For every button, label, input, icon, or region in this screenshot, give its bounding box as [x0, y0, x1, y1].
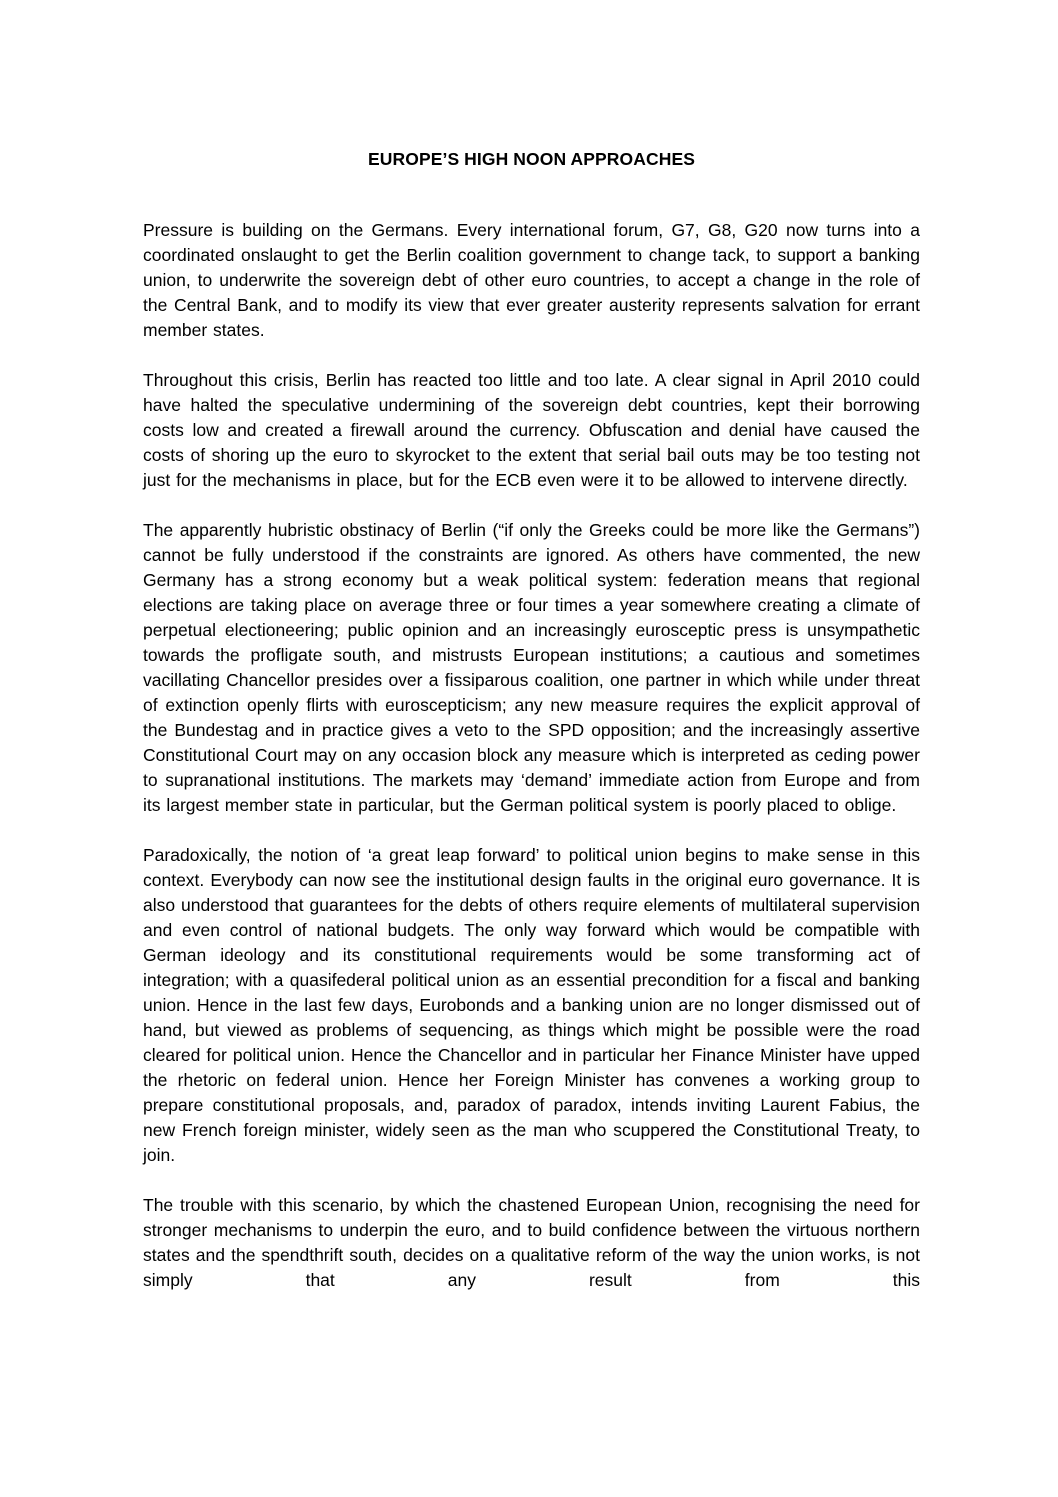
paragraph-2: Throughout this crisis, Berlin has reacted too little and too late. A clear signal in April 2010 could have halted the speculative undermining of the sovereign debt countries, kept their borrowing costs low and created a firewall around the currency. Obfuscation and denial have caused the costs of shoring up the euro to skyrocket to the extent that serial bail outs may be too testing not just for the mechanisms in place, but for the ECB even were it to be allowed to intervene directly. — [143, 370, 920, 490]
paragraph-5: The trouble with this scenario, by which the chastened European Union, recognising the need for stronger mechanisms to underpin the euro, and to build confidence between the virtuous northern states and the spendthrift south, decides on a qualitative reform of the way the union works, is not simply that any result from this — [143, 1195, 920, 1290]
paragraph-1: Pressure is building on the Germans. Every international forum, G7, G8, G20 now turns into a coordinated onslaught to get the Berlin coalition government to change tack, to support a banking union, to underwrite the sovereign debt of other euro countries, to accept a change in the role of the Central Bank, and to modify its view that ever greater austerity represents salvation for errant member states. — [143, 220, 920, 340]
paragraph-3: The apparently hubristic obstinacy of Berlin (“if only the Greeks could be more like the Germans”) cannot be fully understood if the constraints are ignored. As others have commented, the new Germany has a strong economy but a weak political system: federation means that regional elections are taking place on average three or four times a year somewhere creating a climate of perpetual electioneering; public opinion and an increasingly eurosceptic press is unsympathetic towards the profligate south, and mistrusts European institutions; a cautious and sometimes vacillating Chancellor presides over a fissiparous coalition, one partner in which while under threat of extinction openly flirts with euroscepticism; any new measure requires the explicit approval of the Bundestag and in practice gives a veto to the SPD opposition; and the increasingly assertive Constitutional Court may on any occasion block any measure which is interpreted as ceding power to supranational institutions. The markets may ‘demand’ immediate action from Europe and from its largest member state in particular, but the German political system is poorly placed to oblige. — [143, 520, 920, 815]
paragraph-4: Paradoxically, the notion of ‘a great leap forward’ to political union begins to make sense in this context. Everybody can now see the institutional design faults in the original euro governance. It is also understood that guarantees for the debts of others require elements of multilateral supervision and even control of national budgets. The only way forward which would be compatible with German ideology and its constitutional requirements would be some transforming act of integration; with a quasifederal political union as an essential precondition for a fiscal and banking union. Hence in the last few days, Eurobonds and a banking union are no longer dismissed out of hand, but viewed as problems of sequencing, as things which might be possible were the road cleared for political union. Hence the Chancellor and in particular her Finance Minister have upped the rhetoric on federal union. Hence her Foreign Minister has convenes a working group to prepare constitutional proposals, and, paradox of paradox, intends inviting Laurent Fabius, the new French foreign minister, widely seen as the man who scuppered the Constitutional Treaty, to join. — [143, 845, 920, 1165]
document-title: EUROPE’S HIGH NOON APPROACHES — [367, 149, 696, 169]
